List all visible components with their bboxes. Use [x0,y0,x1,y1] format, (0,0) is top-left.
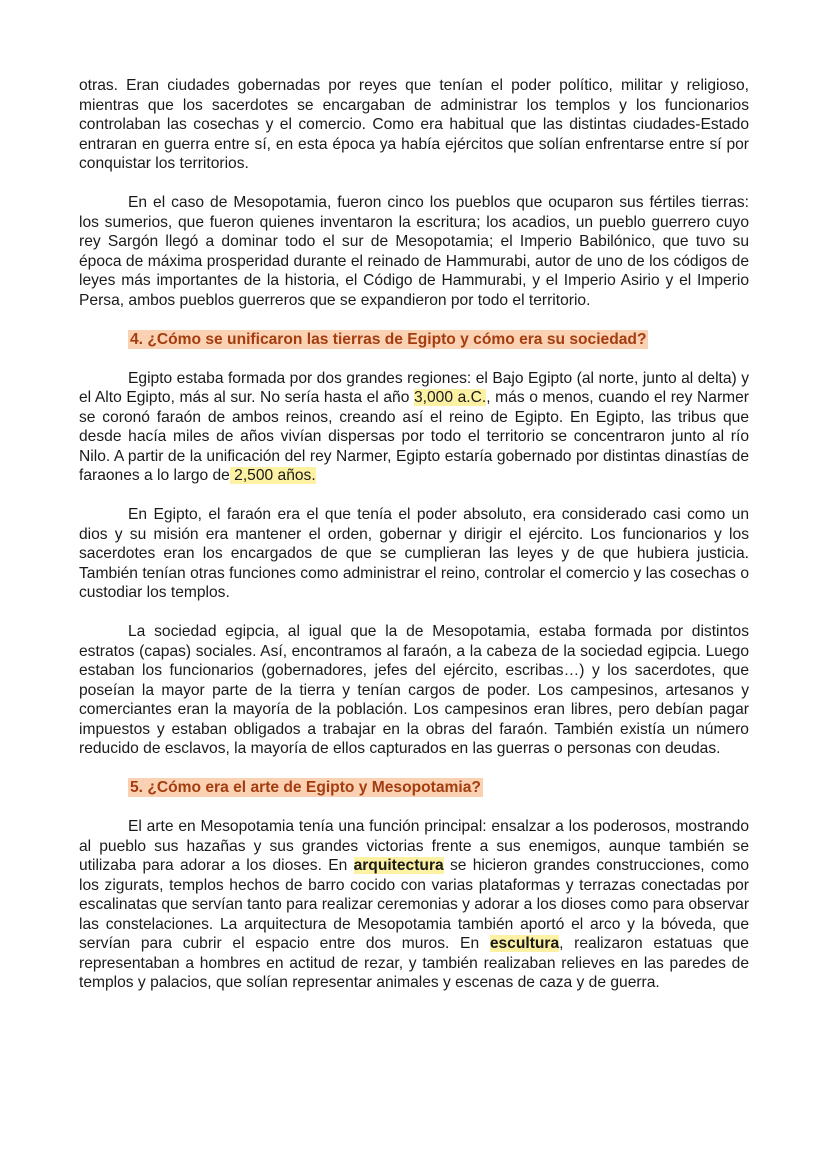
highlight-date-3000: 3,000 a.C. [413,389,487,406]
section-heading-5-text: 5. ¿Cómo era el arte de Egipto y Mesopotamia? [130,779,481,796]
paragraph-egypt-unification [79,369,749,486]
keyword-arquitectura: arquitectura [353,857,444,874]
section-heading-4-text: 4. ¿Cómo se unificaron las tierras de Egipto y cómo era su sociedad? [130,330,647,348]
document-page [79,76,749,993]
spacer [79,174,749,194]
paragraph-mesopotamian-art [79,817,749,993]
highlight-2500-years: 2,500 años. [229,467,316,484]
spacer [79,603,749,623]
spacer [79,349,749,369]
paragraph-mesopotamia-peoples: En el caso de Mesopotamia, fueron cinco los pueblos que ocuparon sus fértiles tierras: los sumerios, que fueron quienes inventaron la escritura; los acadios, un pueblo guerrero cuyo rey Sargón llegó a dominar todo el sur de Mesopotamia; el Imperio Babilónico, que tuvo su época de máxima prosperidad durante el reinado de Hammurabi, autor de uno de los códigos de leyes más importantes de la historia, el Código de Hammurabi, y el Imperio Asirio y el Imperio Persa, ambos pueblos guerreros que se expandieron por todo el territorio. [79,194,749,309]
section-heading-4 [79,330,749,350]
spacer [79,486,749,506]
keyword-escultura: escultura [489,935,560,952]
text-run: se hicieron grandes construcciones, como los zigurats, templos hechos de barro cocido con varias plataformas y terrazas conectadas por escalinatas que servían tanto para realizar ceremonias y adorar a los dioses como para observar las constelaciones. La arquitectura de Mesopotamia también aportó el arco y la bóveda, que servían para cubrir el espacio entre dos muros. En [79,857,750,952]
text-run: El arte en Mesopotamia tenía una función principal: ensalzar a los poderosos, mostrando al pueblo sus hazañas y sus grandes victorias frente a sus enemigos, aunque también se utilizaba para adorar a los dioses. En [79,818,749,874]
paragraph-city-states: otras. Eran ciudades gobernadas por reyes que tenían el poder político, militar y religioso, mientras que los sacerdotes se encargaban de administrar los templos y los funcionarios controlaban las cosechas y el comercio. Como era habitual que las distintas ciudades-Estado entraran en guerra entre sí, en esta época ya había ejércitos que solían enfrentarse entre sí por conquistar los territorios. [79,77,749,172]
text-run: Egipto estaba formada por dos grandes regiones: el Bajo Egipto (al norte, junto al delta) y el Alto Egipto, más al sur. No sería hasta el año [79,369,749,406]
spacer [79,798,749,818]
spacer [79,759,749,779]
paragraph-egyptian-society: La sociedad egipcia, al igual que la de Mesopotamia, estaba formada por distintos estratos (capas) sociales. Así, encontramos al faraón, a la cabeza de la sociedad egipcia. Luego estaban los funcionarios (gobernadores, jefes del ejército, escribas…) y los sacerdotes, que poseían la mayor parte de la tierra y tenían cargos de poder. Los campesinos, artesanos y comerciantes eran la mayoría de la población. Los campesinos eran libres, pero debían pagar impuestos y estaban obligados a trabajar en la obras del faraón. También existía un número reducido de esclavos, la mayoría de ellos capturados en las guerras o personas con deudas. [79,623,749,757]
section-heading-5 [79,778,749,798]
spacer [79,310,749,330]
paragraph-pharaoh: En Egipto, el faraón era el que tenía el poder absoluto, era considerado casi como un dios y su misión era mantener el orden, gobernar y dirigir el ejército. Los funcionarios y los sacerdotes eran los encargados de que se cumplieran las leyes y de que hubiera justicia. También tenían otras funciones como administrar el reino, controlar el comercio y las cosechas o custodiar los templos. [79,506,749,601]
text-run: , realizaron estatuas que representaban a hombres en actitud de rezar, y también realizaban relieves en las paredes de templos y palacios, que solían representar animales y escenas de caza y de guerra. [79,935,749,991]
text-run: , más o menos, cuando el rey Narmer se coronó faraón de ambos reinos, creando así el reino de Egipto. En Egipto, las tribus que desde hacía miles de años vivían dispersas por todo el territorio se concentraron junto al río Nilo. A partir de la unificación del rey Narmer, Egipto estaría gobernado por distintas dinastías de faraones a lo largo de [79,389,749,484]
